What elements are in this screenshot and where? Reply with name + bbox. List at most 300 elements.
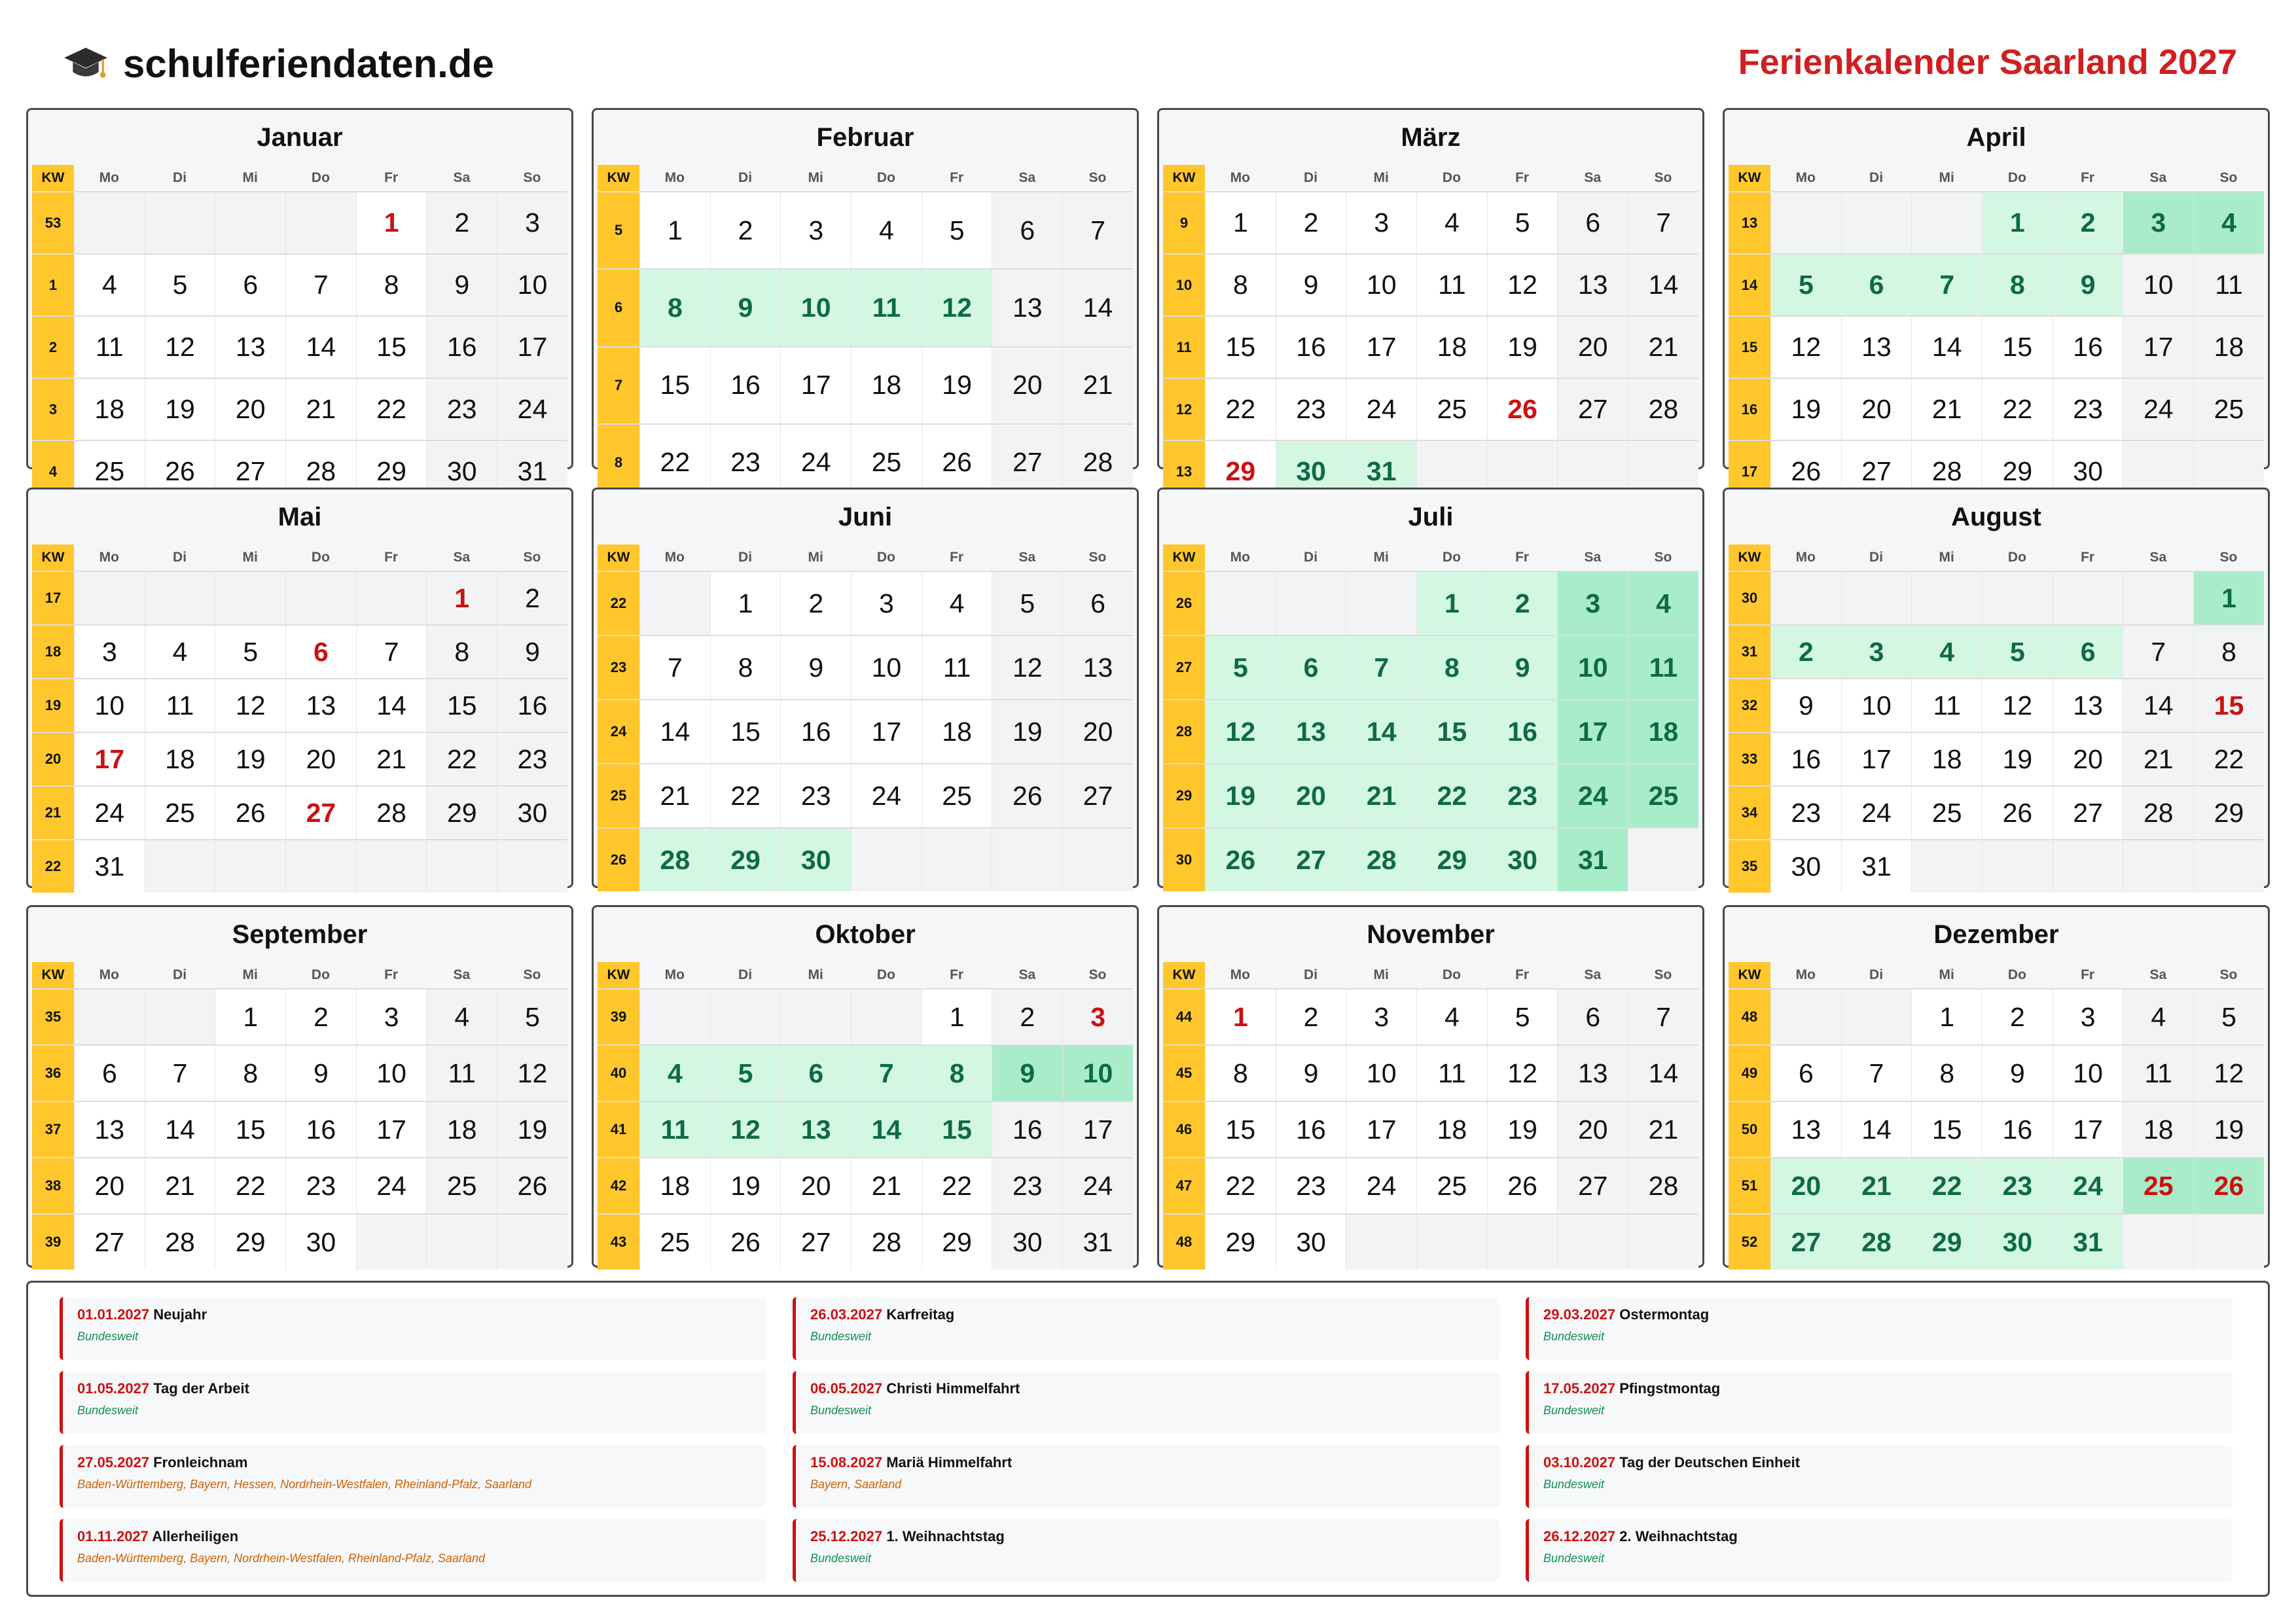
day-cell[interactable]: 24 [1346, 379, 1416, 440]
day-cell[interactable]: 1 [1982, 192, 2053, 253]
day-cell[interactable]: 29 [1205, 1215, 1276, 1270]
day-cell[interactable]: 29 [1416, 829, 1487, 891]
day-cell[interactable]: 19 [1487, 317, 1558, 378]
day-cell[interactable]: 21 [145, 1158, 215, 1213]
day-cell[interactable]: 12 [1982, 679, 2053, 732]
day-cell[interactable]: 18 [2123, 1102, 2193, 1157]
day-cell[interactable]: 3 [851, 572, 922, 635]
day-cell[interactable]: 12 [145, 317, 215, 378]
day-cell[interactable]: 13 [1062, 636, 1133, 699]
day-cell[interactable]: 28 [285, 441, 356, 502]
day-cell[interactable]: 22 [922, 1158, 992, 1213]
day-cell[interactable]: 5 [922, 192, 992, 268]
day-cell[interactable]: 2 [710, 192, 781, 268]
day-cell[interactable]: 23 [1276, 379, 1346, 440]
day-cell[interactable]: 20 [1841, 379, 1912, 440]
day-cell[interactable]: 14 [145, 1102, 215, 1157]
day-cell[interactable]: 4 [1911, 626, 1982, 678]
day-cell[interactable]: 13 [2053, 679, 2123, 732]
day-cell[interactable]: 14 [1628, 1046, 1698, 1101]
day-cell[interactable]: 6 [780, 1046, 851, 1101]
day-cell[interactable]: 4 [2123, 990, 2193, 1044]
day-cell[interactable]: 11 [1416, 255, 1487, 315]
day-cell[interactable]: 21 [1628, 1102, 1698, 1157]
day-cell[interactable]: 16 [1982, 1102, 2053, 1157]
day-cell[interactable]: 10 [2123, 255, 2193, 315]
day-cell[interactable]: 18 [851, 348, 922, 423]
day-cell[interactable]: 28 [1628, 1158, 1698, 1213]
day-cell[interactable]: 3 [74, 626, 145, 678]
day-cell[interactable]: 11 [426, 1046, 497, 1101]
day-cell[interactable]: 30 [426, 441, 497, 502]
day-cell[interactable]: 8 [1205, 255, 1276, 315]
day-cell[interactable]: 13 [1557, 1046, 1628, 1101]
day-cell[interactable]: 23 [710, 425, 781, 501]
day-cell[interactable]: 1 [356, 192, 427, 253]
day-cell[interactable]: 25 [74, 441, 145, 502]
day-cell[interactable]: 17 [1557, 700, 1628, 763]
day-cell[interactable]: 1 [922, 990, 992, 1044]
day-cell[interactable]: 10 [1346, 255, 1416, 315]
day-cell[interactable]: 20 [285, 733, 356, 785]
day-cell[interactable]: 16 [426, 317, 497, 378]
day-cell[interactable]: 4 [851, 192, 922, 268]
day-cell[interactable]: 17 [1346, 317, 1416, 378]
day-cell[interactable]: 1 [426, 572, 497, 624]
day-cell[interactable]: 18 [2193, 317, 2264, 378]
day-cell[interactable]: 15 [922, 1102, 992, 1157]
day-cell[interactable]: 9 [710, 270, 781, 346]
day-cell[interactable]: 5 [2193, 990, 2264, 1044]
day-cell[interactable]: 1 [1911, 990, 1982, 1044]
day-cell[interactable]: 30 [1982, 1215, 2053, 1270]
day-cell[interactable]: 14 [639, 700, 710, 763]
day-cell[interactable]: 19 [922, 348, 992, 423]
day-cell[interactable]: 7 [1346, 636, 1416, 699]
day-cell[interactable]: 4 [2193, 192, 2264, 253]
day-cell[interactable]: 14 [2123, 679, 2193, 732]
day-cell[interactable]: 17 [74, 733, 145, 785]
day-cell[interactable]: 4 [1416, 990, 1487, 1044]
day-cell[interactable]: 15 [710, 700, 781, 763]
day-cell[interactable]: 22 [710, 764, 781, 827]
day-cell[interactable]: 18 [639, 1158, 710, 1213]
day-cell[interactable]: 26 [1770, 441, 1841, 502]
day-cell[interactable]: 30 [497, 787, 567, 839]
day-cell[interactable]: 22 [1982, 379, 2053, 440]
day-cell[interactable]: 12 [1487, 1046, 1558, 1101]
day-cell[interactable]: 2 [1982, 990, 2053, 1044]
day-cell[interactable]: 20 [1062, 700, 1133, 763]
day-cell[interactable]: 26 [1205, 829, 1276, 891]
day-cell[interactable]: 6 [1841, 255, 1912, 315]
day-cell[interactable]: 17 [497, 317, 567, 378]
day-cell[interactable]: 30 [780, 829, 851, 891]
day-cell[interactable]: 15 [1982, 317, 2053, 378]
day-cell[interactable]: 8 [639, 270, 710, 346]
day-cell[interactable]: 2 [285, 990, 356, 1044]
day-cell[interactable]: 8 [1205, 1046, 1276, 1101]
day-cell[interactable]: 10 [74, 679, 145, 732]
day-cell[interactable]: 16 [1770, 733, 1841, 785]
day-cell[interactable]: 7 [1628, 192, 1698, 253]
day-cell[interactable]: 19 [1487, 1102, 1558, 1157]
day-cell[interactable]: 5 [497, 990, 567, 1044]
day-cell[interactable]: 11 [2193, 255, 2264, 315]
day-cell[interactable]: 29 [356, 441, 427, 502]
day-cell[interactable]: 25 [851, 425, 922, 501]
day-cell[interactable]: 18 [145, 733, 215, 785]
day-cell[interactable]: 28 [851, 1215, 922, 1270]
day-cell[interactable]: 15 [1911, 1102, 1982, 1157]
day-cell[interactable]: 24 [1841, 787, 1912, 839]
day-cell[interactable]: 30 [1487, 829, 1558, 891]
day-cell[interactable]: 11 [2123, 1046, 2193, 1101]
day-cell[interactable]: 8 [356, 255, 427, 315]
day-cell[interactable]: 27 [74, 1215, 145, 1270]
day-cell[interactable]: 19 [710, 1158, 781, 1213]
day-cell[interactable]: 8 [710, 636, 781, 699]
day-cell[interactable]: 17 [780, 348, 851, 423]
day-cell[interactable]: 6 [74, 1046, 145, 1101]
day-cell[interactable]: 11 [145, 679, 215, 732]
day-cell[interactable]: 25 [2123, 1158, 2193, 1213]
day-cell[interactable]: 23 [1487, 764, 1558, 827]
day-cell[interactable]: 26 [922, 425, 992, 501]
day-cell[interactable]: 8 [1911, 1046, 1982, 1101]
day-cell[interactable]: 12 [2193, 1046, 2264, 1101]
day-cell[interactable]: 18 [1911, 733, 1982, 785]
day-cell[interactable]: 15 [1416, 700, 1487, 763]
day-cell[interactable]: 9 [780, 636, 851, 699]
day-cell[interactable]: 5 [1487, 990, 1558, 1044]
day-cell[interactable]: 26 [1982, 787, 2053, 839]
day-cell[interactable]: 7 [1628, 990, 1698, 1044]
day-cell[interactable]: 24 [356, 1158, 427, 1213]
day-cell[interactable]: 27 [1770, 1215, 1841, 1270]
day-cell[interactable]: 14 [1346, 700, 1416, 763]
day-cell[interactable]: 5 [145, 255, 215, 315]
day-cell[interactable]: 27 [1557, 379, 1628, 440]
day-cell[interactable]: 9 [1276, 1046, 1346, 1101]
day-cell[interactable]: 11 [1628, 636, 1698, 699]
day-cell[interactable]: 27 [1557, 1158, 1628, 1213]
day-cell[interactable]: 16 [1487, 700, 1558, 763]
day-cell[interactable]: 19 [992, 700, 1062, 763]
day-cell[interactable]: 29 [1911, 1215, 1982, 1270]
day-cell[interactable]: 28 [1346, 829, 1416, 891]
day-cell[interactable]: 22 [1911, 1158, 1982, 1213]
day-cell[interactable]: 23 [497, 733, 567, 785]
site-logo[interactable] [63, 41, 494, 86]
day-cell[interactable]: 5 [215, 626, 285, 678]
day-cell[interactable]: 7 [1841, 1046, 1912, 1101]
day-cell[interactable]: 1 [1416, 572, 1487, 635]
day-cell[interactable]: 1 [710, 572, 781, 635]
day-cell[interactable]: 3 [1346, 192, 1416, 253]
day-cell[interactable]: 25 [922, 764, 992, 827]
day-cell[interactable]: 17 [1841, 733, 1912, 785]
day-cell[interactable]: 13 [1557, 255, 1628, 315]
day-cell[interactable]: 28 [2123, 787, 2193, 839]
day-cell[interactable]: 25 [1416, 1158, 1487, 1213]
day-cell[interactable]: 11 [74, 317, 145, 378]
day-cell[interactable]: 7 [851, 1046, 922, 1101]
day-cell[interactable]: 30 [1276, 1215, 1346, 1270]
day-cell[interactable]: 16 [2053, 317, 2123, 378]
day-cell[interactable]: 17 [2053, 1102, 2123, 1157]
day-cell[interactable]: 13 [992, 270, 1062, 346]
day-cell[interactable]: 3 [1841, 626, 1912, 678]
day-cell[interactable]: 28 [639, 829, 710, 891]
day-cell[interactable]: 10 [1557, 636, 1628, 699]
day-cell[interactable]: 18 [922, 700, 992, 763]
day-cell[interactable]: 1 [1205, 192, 1276, 253]
day-cell[interactable]: 3 [497, 192, 567, 253]
day-cell[interactable]: 13 [1276, 700, 1346, 763]
day-cell[interactable]: 26 [1487, 1158, 1558, 1213]
day-cell[interactable]: 28 [356, 787, 427, 839]
day-cell[interactable]: 11 [922, 636, 992, 699]
day-cell[interactable]: 30 [1770, 840, 1841, 893]
day-cell[interactable]: 4 [74, 255, 145, 315]
day-cell[interactable]: 10 [497, 255, 567, 315]
day-cell[interactable]: 16 [710, 348, 781, 423]
day-cell[interactable]: 17 [1062, 1102, 1133, 1157]
day-cell[interactable]: 19 [1770, 379, 1841, 440]
day-cell[interactable]: 22 [356, 379, 427, 440]
day-cell[interactable]: 30 [2053, 441, 2123, 502]
day-cell[interactable]: 11 [1911, 679, 1982, 732]
day-cell[interactable]: 14 [1062, 270, 1133, 346]
day-cell[interactable]: 26 [710, 1215, 781, 1270]
day-cell[interactable]: 21 [356, 733, 427, 785]
day-cell[interactable]: 20 [1557, 1102, 1628, 1157]
day-cell[interactable]: 6 [1276, 636, 1346, 699]
day-cell[interactable]: 29 [922, 1215, 992, 1270]
day-cell[interactable]: 31 [74, 840, 145, 893]
day-cell[interactable]: 13 [285, 679, 356, 732]
day-cell[interactable]: 26 [992, 764, 1062, 827]
day-cell[interactable]: 27 [285, 787, 356, 839]
day-cell[interactable]: 3 [2053, 990, 2123, 1044]
day-cell[interactable]: 27 [1841, 441, 1912, 502]
day-cell[interactable]: 1 [639, 192, 710, 268]
day-cell[interactable]: 31 [1346, 441, 1416, 502]
day-cell[interactable]: 8 [215, 1046, 285, 1101]
day-cell[interactable]: 9 [1770, 679, 1841, 732]
day-cell[interactable]: 4 [426, 990, 497, 1044]
day-cell[interactable]: 19 [1205, 764, 1276, 827]
day-cell[interactable]: 9 [1982, 1046, 2053, 1101]
day-cell[interactable]: 10 [1062, 1046, 1133, 1101]
day-cell[interactable]: 22 [215, 1158, 285, 1213]
day-cell[interactable]: 6 [992, 192, 1062, 268]
day-cell[interactable]: 19 [215, 733, 285, 785]
day-cell[interactable]: 12 [1770, 317, 1841, 378]
day-cell[interactable]: 5 [992, 572, 1062, 635]
day-cell[interactable]: 12 [710, 1102, 781, 1157]
day-cell[interactable]: 7 [1062, 192, 1133, 268]
day-cell[interactable]: 24 [2123, 379, 2193, 440]
day-cell[interactable]: 15 [2193, 679, 2264, 732]
day-cell[interactable]: 21 [1841, 1158, 1912, 1213]
day-cell[interactable]: 18 [426, 1102, 497, 1157]
day-cell[interactable]: 26 [215, 787, 285, 839]
day-cell[interactable]: 27 [780, 1215, 851, 1270]
day-cell[interactable]: 9 [1487, 636, 1558, 699]
day-cell[interactable]: 20 [2053, 733, 2123, 785]
day-cell[interactable]: 21 [851, 1158, 922, 1213]
day-cell[interactable]: 18 [1416, 317, 1487, 378]
day-cell[interactable]: 27 [215, 441, 285, 502]
day-cell[interactable]: 20 [1557, 317, 1628, 378]
day-cell[interactable]: 25 [426, 1158, 497, 1213]
day-cell[interactable]: 23 [1276, 1158, 1346, 1213]
day-cell[interactable]: 7 [356, 626, 427, 678]
day-cell[interactable]: 7 [285, 255, 356, 315]
day-cell[interactable]: 24 [2053, 1158, 2123, 1213]
day-cell[interactable]: 27 [1062, 764, 1133, 827]
day-cell[interactable]: 31 [497, 441, 567, 502]
day-cell[interactable]: 17 [2123, 317, 2193, 378]
day-cell[interactable]: 10 [1346, 1046, 1416, 1101]
day-cell[interactable]: 13 [215, 317, 285, 378]
day-cell[interactable]: 2 [426, 192, 497, 253]
day-cell[interactable]: 1 [2193, 572, 2264, 624]
day-cell[interactable]: 25 [1628, 764, 1698, 827]
day-cell[interactable]: 13 [780, 1102, 851, 1157]
day-cell[interactable]: 10 [851, 636, 922, 699]
day-cell[interactable]: 23 [426, 379, 497, 440]
day-cell[interactable]: 18 [1628, 700, 1698, 763]
day-cell[interactable]: 31 [1841, 840, 1912, 893]
day-cell[interactable]: 7 [145, 1046, 215, 1101]
day-cell[interactable]: 20 [1276, 764, 1346, 827]
day-cell[interactable]: 18 [74, 379, 145, 440]
day-cell[interactable]: 2 [780, 572, 851, 635]
day-cell[interactable]: 3 [2123, 192, 2193, 253]
day-cell[interactable]: 26 [2193, 1158, 2264, 1213]
day-cell[interactable]: 4 [922, 572, 992, 635]
day-cell[interactable]: 16 [780, 700, 851, 763]
day-cell[interactable]: 20 [74, 1158, 145, 1213]
day-cell[interactable]: 22 [1205, 379, 1276, 440]
day-cell[interactable]: 30 [1276, 441, 1346, 502]
day-cell[interactable]: 2 [1487, 572, 1558, 635]
day-cell[interactable]: 8 [1416, 636, 1487, 699]
day-cell[interactable]: 12 [1487, 255, 1558, 315]
day-cell[interactable]: 29 [1982, 441, 2053, 502]
day-cell[interactable]: 30 [992, 1215, 1062, 1270]
day-cell[interactable]: 14 [285, 317, 356, 378]
day-cell[interactable]: 15 [1205, 1102, 1276, 1157]
day-cell[interactable]: 6 [1770, 1046, 1841, 1101]
day-cell[interactable]: 19 [1982, 733, 2053, 785]
day-cell[interactable]: 19 [2193, 1102, 2264, 1157]
day-cell[interactable]: 16 [285, 1102, 356, 1157]
day-cell[interactable]: 25 [145, 787, 215, 839]
day-cell[interactable]: 3 [1062, 990, 1133, 1044]
day-cell[interactable]: 13 [74, 1102, 145, 1157]
day-cell[interactable]: 16 [1276, 317, 1346, 378]
day-cell[interactable]: 12 [1205, 700, 1276, 763]
day-cell[interactable]: 22 [1205, 1158, 1276, 1213]
day-cell[interactable]: 21 [1062, 348, 1133, 423]
day-cell[interactable]: 14 [356, 679, 427, 732]
day-cell[interactable]: 26 [145, 441, 215, 502]
day-cell[interactable]: 13 [1770, 1102, 1841, 1157]
day-cell[interactable]: 10 [1841, 679, 1912, 732]
day-cell[interactable]: 25 [639, 1215, 710, 1270]
day-cell[interactable]: 27 [1276, 829, 1346, 891]
day-cell[interactable]: 1 [215, 990, 285, 1044]
day-cell[interactable]: 26 [1487, 379, 1558, 440]
day-cell[interactable]: 25 [1911, 787, 1982, 839]
day-cell[interactable]: 29 [710, 829, 781, 891]
day-cell[interactable]: 14 [851, 1102, 922, 1157]
day-cell[interactable]: 24 [74, 787, 145, 839]
day-cell[interactable]: 17 [1346, 1102, 1416, 1157]
day-cell[interactable]: 6 [1557, 990, 1628, 1044]
day-cell[interactable]: 6 [1062, 572, 1133, 635]
day-cell[interactable]: 6 [285, 626, 356, 678]
day-cell[interactable]: 20 [992, 348, 1062, 423]
day-cell[interactable]: 12 [992, 636, 1062, 699]
day-cell[interactable]: 16 [992, 1102, 1062, 1157]
day-cell[interactable]: 7 [1911, 255, 1982, 315]
day-cell[interactable]: 23 [2053, 379, 2123, 440]
day-cell[interactable]: 2 [2053, 192, 2123, 253]
day-cell[interactable]: 2 [1276, 990, 1346, 1044]
day-cell[interactable]: 21 [285, 379, 356, 440]
day-cell[interactable]: 2 [497, 572, 567, 624]
day-cell[interactable]: 6 [215, 255, 285, 315]
day-cell[interactable]: 17 [851, 700, 922, 763]
day-cell[interactable]: 10 [2053, 1046, 2123, 1101]
day-cell[interactable]: 21 [1628, 317, 1698, 378]
day-cell[interactable]: 24 [1346, 1158, 1416, 1213]
day-cell[interactable]: 31 [1557, 829, 1628, 891]
day-cell[interactable]: 27 [2053, 787, 2123, 839]
day-cell[interactable]: 28 [1911, 441, 1982, 502]
day-cell[interactable]: 22 [426, 733, 497, 785]
day-cell[interactable]: 1 [1205, 990, 1276, 1044]
day-cell[interactable]: 19 [145, 379, 215, 440]
day-cell[interactable]: 15 [356, 317, 427, 378]
day-cell[interactable]: 3 [1557, 572, 1628, 635]
day-cell[interactable]: 11 [851, 270, 922, 346]
day-cell[interactable]: 14 [1911, 317, 1982, 378]
day-cell[interactable]: 8 [922, 1046, 992, 1101]
day-cell[interactable]: 8 [426, 626, 497, 678]
day-cell[interactable]: 27 [992, 425, 1062, 501]
day-cell[interactable]: 9 [992, 1046, 1062, 1101]
day-cell[interactable]: 21 [639, 764, 710, 827]
day-cell[interactable]: 5 [1982, 626, 2053, 678]
day-cell[interactable]: 11 [639, 1102, 710, 1157]
day-cell[interactable]: 9 [285, 1046, 356, 1101]
day-cell[interactable]: 25 [1416, 379, 1487, 440]
day-cell[interactable]: 24 [497, 379, 567, 440]
day-cell[interactable]: 7 [639, 636, 710, 699]
day-cell[interactable]: 15 [215, 1102, 285, 1157]
day-cell[interactable]: 21 [2123, 733, 2193, 785]
day-cell[interactable]: 4 [1416, 192, 1487, 253]
day-cell[interactable]: 9 [426, 255, 497, 315]
day-cell[interactable]: 24 [1062, 1158, 1133, 1213]
day-cell[interactable]: 10 [356, 1046, 427, 1101]
